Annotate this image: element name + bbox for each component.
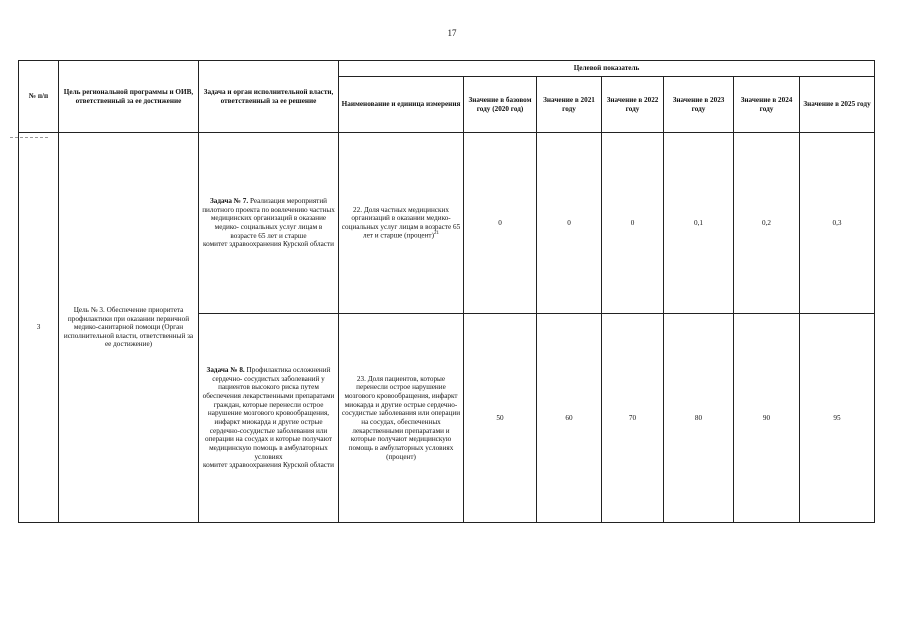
value-base: 50: [464, 314, 537, 523]
task-org: комитет здравоохранения Курской области: [203, 461, 334, 470]
task-text: Профилактика осложнений сердечно- сосудистых заболеваний у пациентов высокого риска путем обеспечения лекарственными препаратами граждан, которые перенесли острое нарушение мозгового кровообращения, инфаркт миокарда и другие острые сердечно-сосудистые заболевания или операции на сосудах и которые получают медицинскую помощь в амбулаторных условиях: [202, 366, 335, 461]
header-2024: Значение в 2024 году: [734, 77, 800, 133]
task-cell: [199, 133, 339, 314]
header-indicator-name: Наименование и единица измерения: [339, 77, 464, 133]
indicator-cell: 23. Доля пациентов, которые перенесли острое нарушение мозгового кровообращения, инфаркт миокарда и другие острые сердечно-сосудистые заболевания или операции на сосудах, обеспеченных лекарственными препаратами и которые получают медицинскую помощь в амбулаторных условиях (процент): [339, 314, 464, 523]
task-text: Реализация мероприятий пилотного проекта по вовлечению частных медицинских организаций в оказание медико- социальных услуг лицам в возрасте 65 лет и старше: [202, 197, 335, 240]
indicator-cell: [339, 133, 464, 314]
header-num: № п/п: [19, 61, 59, 133]
indicator-text: 22. Доля частных медицинских организаций в оказании медико- социальных услуг лицам в возрасте 65 лет и старше (процент): [341, 205, 461, 240]
value-2024: 0,2: [734, 133, 800, 314]
value-2022: 0: [602, 133, 664, 314]
header-2022: Значение в 2022 году: [602, 77, 664, 133]
task-org: комитет здравоохранения Курской области: [203, 240, 334, 249]
value-base: 0: [464, 133, 537, 314]
indicator-footnote: 21: [433, 231, 439, 237]
header-base-year: Значение в базовом году (2020 год): [464, 77, 537, 133]
header-row-top: [19, 61, 875, 77]
header-2025: Значение в 2025 году: [800, 77, 875, 133]
header-2021: Значение в 2021 году: [537, 77, 602, 133]
target-indicators-table: [18, 60, 875, 523]
header-task: Задача и орган исполнительной власти, ответственный за ее решение: [199, 61, 339, 133]
value-2023: 0,1: [664, 133, 734, 314]
value-2025: 0,3: [800, 133, 875, 314]
header-goal: Цель региональной программы и ОИВ, ответственный за ее достижение: [59, 61, 199, 133]
task-label: Задача № 7.: [209, 197, 249, 206]
value-2021: 0: [537, 133, 602, 314]
value-2021: 60: [537, 314, 602, 523]
header-target-indicator: Целевой показатель: [339, 61, 875, 77]
row-number: 3: [19, 133, 59, 523]
header-2023: Значение в 2023 году: [664, 77, 734, 133]
task-label: Задача № 8.: [206, 366, 245, 375]
value-2023: 80: [664, 314, 734, 523]
page-number: 17: [447, 28, 457, 38]
table-row: [19, 133, 875, 314]
value-2022: 70: [602, 314, 664, 523]
task-cell: [199, 314, 339, 523]
goal-cell: Цель № 3. Обеспечение приоритета профилактики при оказании первичной медико-санитарной помощи (Орган исполнительной власти, ответственный за ее достижение): [59, 133, 199, 523]
value-2024: 90: [734, 314, 800, 523]
value-2025: 95: [800, 314, 875, 523]
